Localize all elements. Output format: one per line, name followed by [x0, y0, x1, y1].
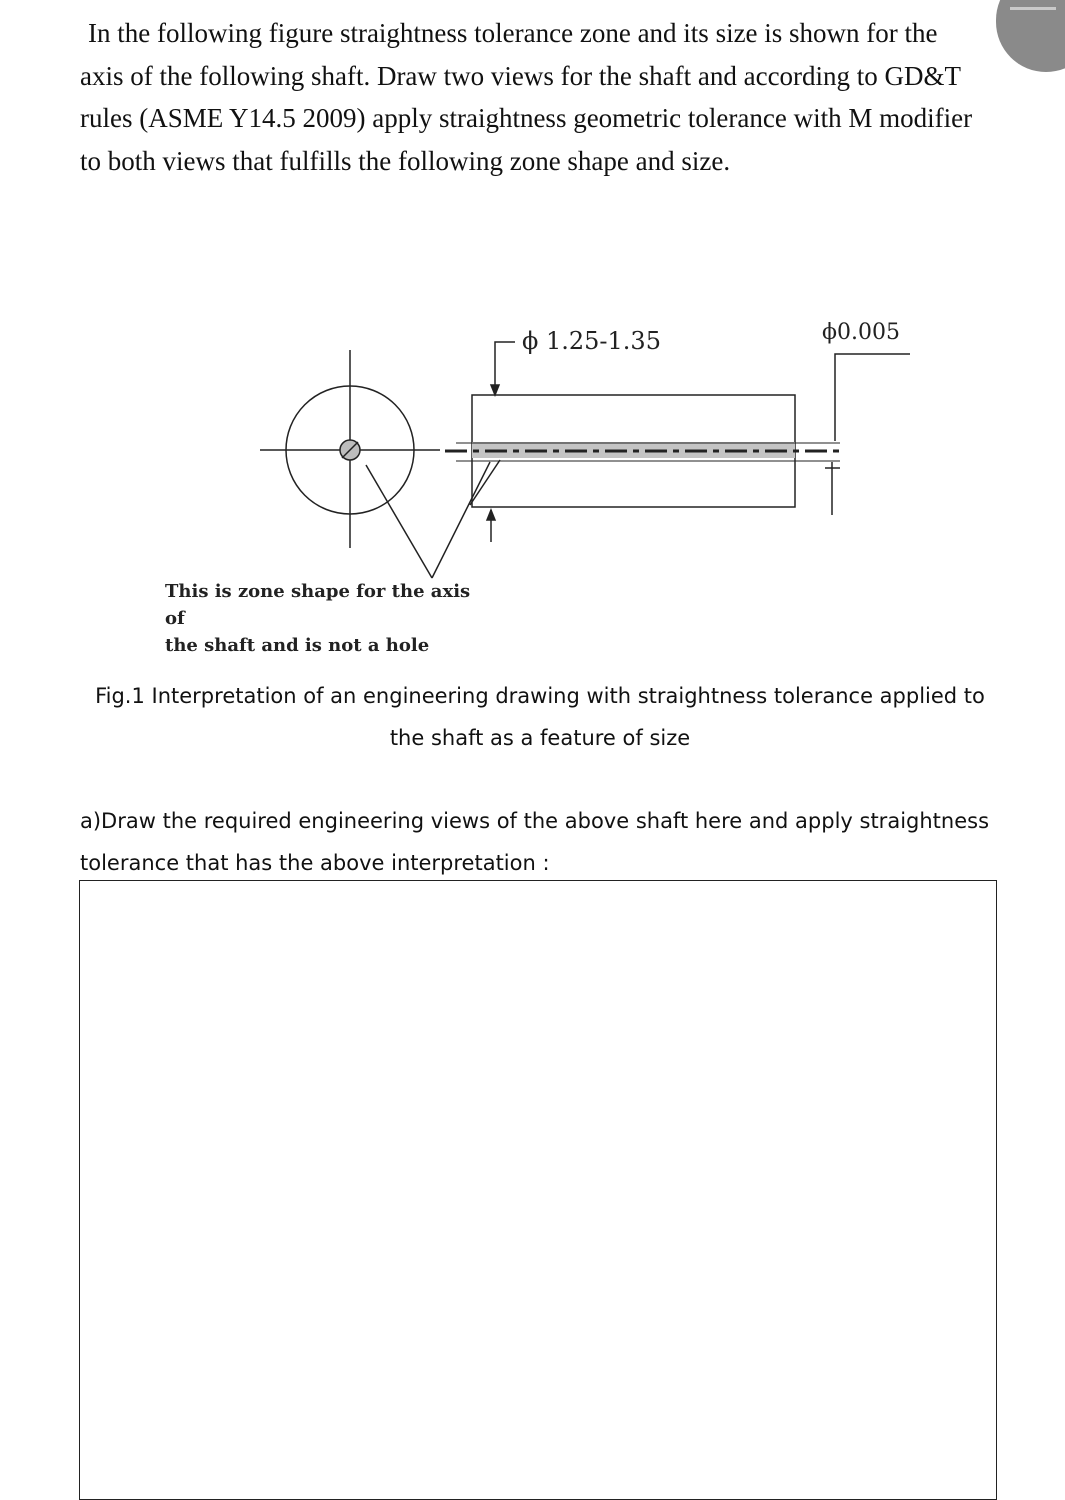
shaft-drawing — [0, 0, 1065, 680]
zone-note-line-2: the shaft and is not a hole — [165, 635, 430, 656]
figure-caption — [80, 675, 1000, 759]
caption-line-2: the shaft as a feature of size — [389, 726, 691, 750]
diameter-dimension-label: ϕ 1.25-1.35 — [522, 327, 661, 355]
answer-drawing-area[interactable] — [79, 880, 997, 1500]
zone-note-line-1: This is zone shape for the axis of — [165, 581, 471, 629]
question-line-4: to both views that fulfills the following zone shape and size. — [80, 145, 731, 176]
front-view — [432, 342, 910, 578]
caption-line-1: Fig.1 Interpretation of an engineering drawing with straightness tolerance applied to — [95, 684, 985, 708]
instruction-line-1: a)Draw the required engineering views of the above shaft here and apply straightness — [80, 809, 990, 833]
leader-line-end-view — [366, 465, 432, 578]
diameter-arrow-top — [491, 385, 499, 395]
leader-line-front-view — [432, 462, 490, 578]
end-view — [260, 350, 440, 578]
leader-line-front-view-2 — [470, 460, 500, 505]
question-line-3: rules (ASME Y14.5 2009) apply straightness geometric tolerance with M modifier — [80, 103, 973, 133]
question-line-2: axis of the following shaft. Draw two views for the shaft and according to GD&T — [80, 60, 962, 91]
instruction-line-2: tolerance that has the above interpretation : — [80, 851, 550, 875]
diameter-arrow-bottom — [487, 510, 495, 520]
task-instruction — [80, 800, 1000, 884]
question-line-1: In the following figure straightness tolerance zone and its size is shown for the — [88, 18, 938, 48]
zone-shape-note — [165, 578, 485, 659]
tolerance-size-label: ϕ0.005 — [822, 320, 900, 345]
zone-size-leader — [835, 354, 910, 441]
